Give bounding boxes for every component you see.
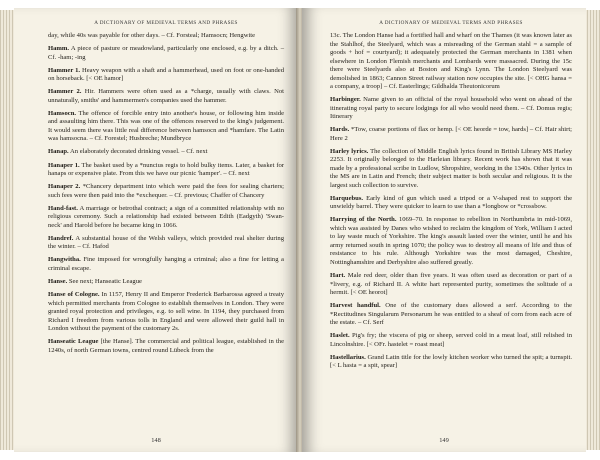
- entry-definition: 13c. The London Hanse had a fortified hall and wharf on the Thames (it was known later as the Stahlhof, the Steelyard, which was a misreading of the German stahl = a sample of goods + hof = courtyard); it adequately protected the German merchants in 1381 when elsewhere in London Flemish merchants and Lombards were massacred. During the 15c there were Steelyards also at Boston and King's Lynn. The London Steelyard was demolished in 1863; Cannon Street railway station now occupies the site. [< OHG hansa = a company, a troop] – Cf. Easterlings; Gildhalda Theutonicorum: [330, 32, 572, 90]
- dictionary-entry: [48, 205, 284, 231]
- entry-headword: Handref.: [48, 234, 74, 242]
- entry-definition: Hir. Hammers were often used as a *charge, usually with claws. Not unnaturally, smiths' and hammermen's companies used the hammer.: [48, 88, 284, 104]
- dictionary-entry: [48, 291, 284, 334]
- dictionary-entry: [48, 67, 284, 84]
- entry-headword: Hanseatic League: [48, 338, 99, 346]
- entry-definition: Name given to an official of the royal household who went on ahead of the itinerating royal party to secure lodgings for all who would need them. – Cf. Domus regis; Itinerary: [330, 96, 572, 121]
- dictionary-entry: [330, 272, 572, 298]
- dictionary-entry: [48, 148, 284, 157]
- entry-definition: The offence of forcible entry into another's house, or following him inside and assaulting him there. This was one of the offences reserved to the king's judgement. It would seem there was little real difference between hamsocn and *hamfare. The Latin was hamsocna. – Cf. Forestel; Husbreche; Mundbryce: [48, 109, 284, 143]
- entry-headword: Hastellarius.: [330, 353, 366, 361]
- dictionary-entry: [330, 216, 572, 267]
- entry-headword: Hangwitha.: [48, 256, 81, 264]
- entry-definition: day, while 40s was payable for other days. – Cf. Forsteal; Hamsocn; Hengwite: [48, 32, 256, 39]
- entry-definition: The basket used by a *nuncius regis to hold bulky items. Later, a basket for hanaps or expensive plate. From this we have our picnic 'hamper'. – Cf. next: [48, 161, 285, 178]
- entry-list-left: [48, 32, 284, 355]
- entry-list-right: [330, 32, 572, 371]
- entry-definition: 1069–70. In response to rebellion in Northumbria in mid-1069, which was assisted by Danes who wished to reclaim the kingdom of York, William I acted to lay waste much of Yorkshire. The king's assault lasted over the winter, until he and his army returned south in spring 1070; the policy was to destroy all means of life and thus of resistance to his rule. Although Yorkshire was the most damaged, Cheshire, Nottinghamshire and Derbyshire also suffered greatly.: [330, 216, 572, 266]
- entry-headword: Hanse.: [48, 278, 68, 286]
- entry-definition: [the Hanse]. The commercial and political league, established in the 1240s, of north German towns, centred round Lübeck from the: [48, 338, 285, 354]
- entry-headword: Hamsocn.: [48, 109, 77, 117]
- dictionary-entry: [330, 148, 572, 191]
- dictionary-entry: [48, 235, 284, 252]
- entry-definition: Early kind of gun which used a tripod or a V-shaped rest to support the unwieldy barrel. They were quicker to learn to use than a *longbow or *crossbow.: [330, 194, 572, 211]
- entry-definition: One of the customary dues allowed a serf. According to the *Rectitudines Singularum Personarum he was entitled to a sheaf of corn from each acre of the estate. – Cf. Serf: [330, 302, 572, 327]
- entry-definition: Grand Latin title for the lowly kitchen worker who turned the spit; a turnspit. [< L hasta = a spit, spear]: [330, 353, 572, 370]
- entry-headword: Hamm.: [48, 45, 70, 53]
- entry-definition: In 1157, Henry II and Emperor Frederick Barbarossa agreed a treaty which permitted merchants from Cologne to establish themselves in London. They were granted royal protection and privileges, e.g. to sell wine. In 1194, they purchased from Richard I freedom from various tolls in England and were allowed their guild hall in London without the payment of the customary 2s.: [48, 291, 284, 333]
- dictionary-entry: [48, 88, 284, 105]
- dictionary-entry: [48, 162, 284, 179]
- entry-headword: Hart.: [330, 272, 346, 280]
- dictionary-entry: [48, 110, 284, 144]
- entry-headword: Hanaper 2.: [48, 183, 81, 191]
- page-number-left: 148: [151, 437, 161, 444]
- running-head-right: A DICTIONARY OF MEDIEVAL TERMS AND PHRASES: [379, 20, 523, 26]
- entry-headword: Harrying of the North.: [330, 216, 397, 224]
- running-head-left: A DICTIONARY OF MEDIEVAL TERMS AND PHRASES: [94, 20, 238, 26]
- dictionary-entry: [330, 32, 572, 92]
- entry-definition: Heavy weapon with a shaft and a hammerhead, used on foot or one-handed on horseback. [< OE hamor]: [48, 66, 284, 83]
- left-page: [14, 8, 298, 452]
- entry-definition: A piece of pasture or meadowland, particularly one enclosed, e.g. by a ditch. – Cf. -ham; -ing: [48, 45, 284, 61]
- dictionary-entry: [48, 256, 284, 273]
- entry-headword: Hand-fast.: [48, 204, 78, 212]
- entry-definition: Pig's fry; the viscera of pig or sheep, served cold in a meat loaf, still relished in Lincolnshire. [< OFr. hastelet = roast meat]: [330, 332, 572, 348]
- entry-headword: Hammer 2.: [48, 88, 82, 96]
- dictionary-entry: [48, 32, 284, 41]
- dictionary-entry: [48, 338, 284, 355]
- dictionary-entry: [330, 302, 572, 328]
- entry-definition: Male red deer, older than five years. It was often used as decoration or part of a *livery, e.g. of Richard II. A white hart represented purity, sometimes the solitude of a hermit. [< OE heorot]: [330, 272, 572, 297]
- dictionary-entry: [330, 195, 572, 212]
- entry-headword: Hammer 1.: [48, 66, 81, 74]
- entry-definition: See next; Hanseatic League: [67, 278, 142, 286]
- entry-headword: Harley lyrics.: [330, 147, 369, 155]
- entry-headword: Hards.: [330, 126, 350, 134]
- dictionary-entry: [48, 278, 284, 287]
- page-number-right: 149: [439, 437, 449, 444]
- right-page: [302, 8, 586, 452]
- entry-definition: A marriage or betrothal contract; a sign of a committed relationship with no religious ceremony. Such a relationship had existed between Edith (Eadgyth) 'Swan-neck' and Harold before he became king in 1066.: [48, 204, 284, 229]
- entry-definition: A substantial house of the Welsh valleys, which provided real shelter during the winter. – Cf. Hafod: [48, 234, 284, 251]
- dictionary-entry: [48, 183, 284, 200]
- dictionary-entry: [330, 126, 572, 143]
- entry-definition: *Chancery department into which were paid the fees for sealing charters; such fees were then paid into the *exchequer. – Cf. previous; Chaffer of Chancery: [48, 183, 284, 199]
- entry-headword: Hanse of Cologne.: [48, 291, 100, 299]
- dictionary-entry: [48, 45, 284, 62]
- entry-headword: Hanap.: [48, 148, 69, 156]
- entry-headword: Harquebus.: [330, 194, 364, 202]
- entry-definition: The collection of Middle English lyrics found in British Library MS Harley 2253. It originally belonged to the Harleian library. Recent work has shown that it was made by a professional scribe in Ludlow, Shropshire, working in the 1340s. Other lyrics in the MS are in Latin and French; their subject matter is both secular and religious. It is the largest such collection to survive.: [330, 147, 572, 189]
- entry-definition: *Tow, coarse portions of flax or hemp. [< OE heorde = tow, hards] – Cf. Hair shirt; Here 2: [330, 126, 572, 142]
- page-edges-right: [584, 10, 600, 450]
- entry-headword: Hanaper 1.: [48, 161, 80, 169]
- entry-definition: Fine imposed for wrongfully hanging a criminal; also a fine for letting a criminal escape.: [48, 256, 284, 272]
- entry-headword: Haslet.: [330, 332, 350, 340]
- dictionary-entry: [330, 354, 572, 371]
- entry-headword: Harbinger.: [330, 96, 361, 104]
- entry-headword: Harvest handful.: [330, 302, 381, 310]
- dictionary-entry: [330, 332, 572, 349]
- dictionary-entry: [330, 96, 572, 122]
- entry-definition: An elaborately decorated drinking vessel. – Cf. next: [68, 148, 208, 156]
